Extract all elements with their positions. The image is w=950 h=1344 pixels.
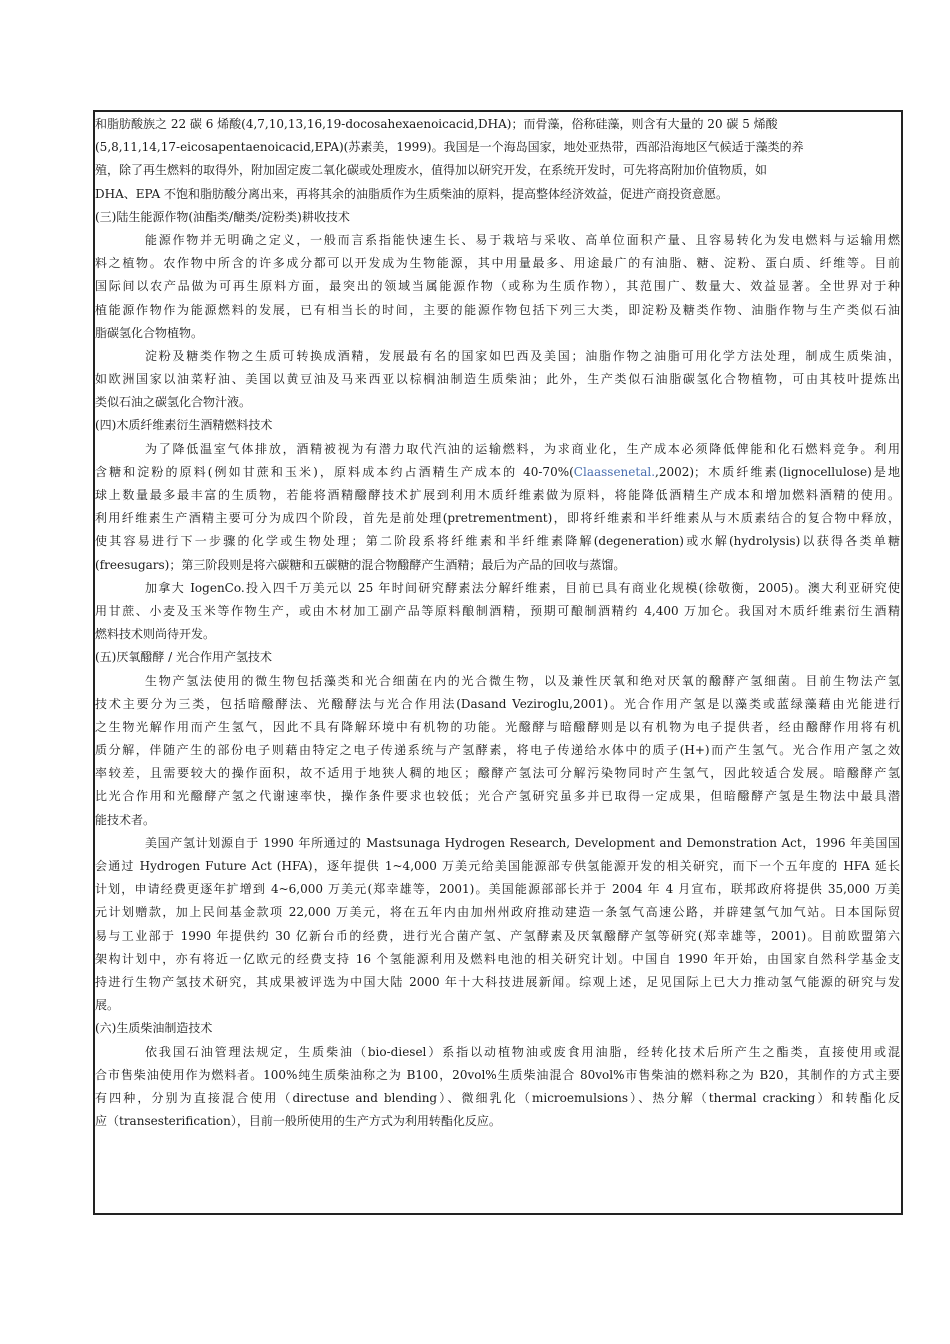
text-line: DHA、EPA 不饱和脂肪酸分离出来，再将其余的油脂质作为生质柴油的原料，提高整体经济效益，促进产商投资意愿。 [95,186,728,201]
text-line: 合市售柴油使用作为燃料者。100%纯生质柴油称之为 B100，20vol%生质柴油混合 80vol%市售柴油的燃料称之为 B20，其制作的方式主要 [95,1067,900,1082]
text-line: 技术主要分为三类，包括暗醱酵法、光醱酵法与光合作用法(Dasand Veziroglu,2001)。光合作用产氢是以藻类或蓝绿藻藉由光能进行 [95,696,900,711]
text-line: 会通过 Hydrogen Future Act (HFA)，逐年提供 1~4,000 万美元给美国能源部专供氢能源开发的相关研究，而下一个五年度的 HFA 延长 [95,859,900,873]
text-line: 率较差，且需要较大的操作面积，故不适用于地狭人稠的地区；醱酵产氢法可分解污染物同时产生氢气，因此较适合发展。暗醱酵产氢 [95,766,900,781]
text-line: 比光合作用和光醱酵产氢之代谢速率快，操作条件要求也较低；光合产氢研究虽多并已取得一定成果，但暗醱酵产氢是生物法中最具潜 [95,789,900,804]
text-line: 有四种，分别为直接混合使用（directuse and blending）、微细乳化（microemulsions）、热分解（thermal cracking）和转酯化反 [95,1090,900,1105]
text-line: 如欧洲国家以油菜籽油、美国以黄豆油及马来西亚以棕榈油制造生质柴油；此外，生产类似石油脂碳氢化合物植物，可由其枝叶提炼出 [95,372,900,387]
text-line: (六)生质柴油制造技术 [95,1021,213,1036]
text-line: 生物产氢法使用的微生物包括藻类和光合细菌在内的光合微生物，以及兼性厌氧和绝对厌氧的醱酵产氢细菌。目前生物法产氢 [145,673,900,688]
text-line: (5,8,11,14,17-eicosapentaenoicacid,EPA)(苏素美，1999)。我国是一个海岛国家，地处亚热带，西部沿海地区气候适于藻类的养 [95,140,804,155]
text-line: 应（transesterification），目前一般所使用的生产方式为利用转酯化反应。 [95,1114,501,1129]
text-line: 淀粉及糖类作物之生质可转换成酒精，发展最有名的国家如巴西及美国；油脂作物之油脂可用化学方法处理，制成生质柴油， [145,348,900,363]
text-line: 质分解，伴随产生的部份电子则藉由特定之电子传递系统与产氢酵素，将电子传递给水体中的质子(H+)而产生氢气。光合作用产氢之效 [95,743,900,758]
text-segment: ,2002)；木质纤维素(lignocellulose)是地 [655,464,900,479]
text-segment: 含糖和淀粉的原料(例如甘蔗和玉米)，原料成本约占酒精生产成本的 40-70%( [95,464,574,479]
text-line: (四)木质纤维素衍生酒精燃料技术 [95,418,273,433]
text-line: 美国产氢计划源自于 1990 年所通过的 Mastsunaga Hydrogen Research, Development and Demonstration Act，1996 年美国国 [145,835,900,850]
text-line: 燃料技术则尚待开发。 [95,627,216,642]
text-line: 展。 [95,998,120,1013]
text-line: 利用纤维素生产酒精主要可分为成四个阶段，首先是前处理(pretrementment)，即将纤维素和半纤维素从与木质素结合的复合物中释放， [95,511,900,526]
text-line: 易与工业部于 1990 年提供约 30 亿新台币的经费，进行光合菌产氢、产氢酵素及厌氧醱酵产氢等研究(郑幸雄等，2001)。目前欧盟第六 [95,928,900,943]
text-line: 类似石油之碳氢化合物汁液。 [95,395,252,410]
text-line: 持进行生物产氢技术研究，其成果被评选为中国大陆 2000 年十大科技进展新闻。综观上述，足见国际上已大力推动氢气能源的研究与发 [95,974,900,989]
text-line: 和脂肪酸族之 22 碳 6 烯酸(4,7,10,13,16,19-docosahexaenoicacid,DHA)；而骨藻，俗称硅藻，则含有大量的 20 碳 5 烯酸 [95,117,778,131]
text-line: 之生物光解作用而产生氢气，因此不具有降解环境中有机物的功能。光醱酵与暗醱酵则是以有机物为电子提供者，经由醱酵作用将有机 [95,719,900,734]
text-line: 植能源作物作为能源燃料的发展，已有相当长的时间，主要的能源作物包括下列三大类，即淀粉及糖类作物、油脂作物与生产类似石油 [95,302,900,317]
document-body [95,113,900,1133]
text-line: 殖，除了再生燃料的取得外，附加固定废二氧化碳或处理废水，值得加以研究开发，在系统开发时，可先将高附加价值物质，如 [95,163,768,178]
text-line: 料之植物。农作物中所含的许多成分都可以开发成为生物能源，其中用量最多、用途最广的有油脂、糖、淀粉、蛋白质、纤维等。目前 [95,256,900,271]
text-line: 球上数量最多最丰富的生质物，若能将酒精醱酵技术扩展到利用木质纤维素做为原料，将能降低酒精生产成本和增加燃料酒精的使用。 [95,488,900,502]
text-line: (五)厌氧醱酵 / 光合作用产氢技术 [95,650,273,665]
text-line: (三)陆生能源作物(油酯类/醣类/淀粉类)耕收技术 [95,209,350,224]
text-line: 国际间以农产品做为可再生原料方面，最突出的领域当属能源作物（或称为生质作物），其范围广、数量大、效益显著。全世界对于种 [95,279,900,294]
text-line: 脂碳氢化合物植物。 [95,325,204,340]
text-line: (freesugars)；第三阶段则是将六碳糖和五碳糖的混合物醱酵产生酒精；最后为产品的回收与蒸馏。 [95,557,626,572]
text-line: 计划，申请经费更逐年扩增到 4~6,000 万美元(郑幸雄等，2001)。美国能源部部长并于 2004 年 4 月宣布，联邦政府将提供 35,000 万美 [95,882,900,897]
text-line: 元计划赠款，加上民间基金款项 22,000 万美元，将在五年内由加州州政府推动建造一条氢气高速公路，并辟建氢气加气站。日本国际贸 [95,905,900,920]
text-line: 依我国石油管理法规定，生质柴油（bio-diesel）系指以动植物油或废食用油脂，经转化技术后所产生之酯类，直接使用或混 [145,1044,900,1059]
text-line: 架构计划中，亦有将近一亿欧元的经费支持 16 个氢能源利用及燃料电池的相关研究计划。中国自 1990 年开始，由国家自然科学基金支 [95,951,900,966]
citation-link[interactable]: Claassenetal. [573,464,656,479]
text-line: 使其容易进行下一步骤的化学或生物处理；第二阶段系将纤维素和半纤维素降解(degeneration)或水解(hydrolysis)以获得各类单糖 [95,534,900,549]
text-line: 能技术者。 [95,812,156,827]
text-line: 用甘蔗、小麦及玉米等作物生产，或由木材加工副产品等原料酿制酒精，预期可酿制酒精约 4,400 万加仑。我国对木质纤维素衍生酒精 [95,603,900,618]
text-line: 加拿大 IogenCo.投入四千万美元以 25 年时间研究酵素法分解纤维素，目前已具有商业化规模(徐敬衡，2005)。澳大利亚研究使 [145,580,900,595]
text-line: 为了降低温室气体排放，酒精被视为有潜力取代汽油的运输燃料，为求商业化，生产成本必须降低俾能和化石燃料竞争。利用 [145,441,900,456]
text-line: 能源作物并无明确之定义，一般而言系指能快速生长、易于栽培与采收、高单位面积产量、且容易转化为发电燃料与运输用燃 [145,232,900,247]
text-line [95,461,900,484]
